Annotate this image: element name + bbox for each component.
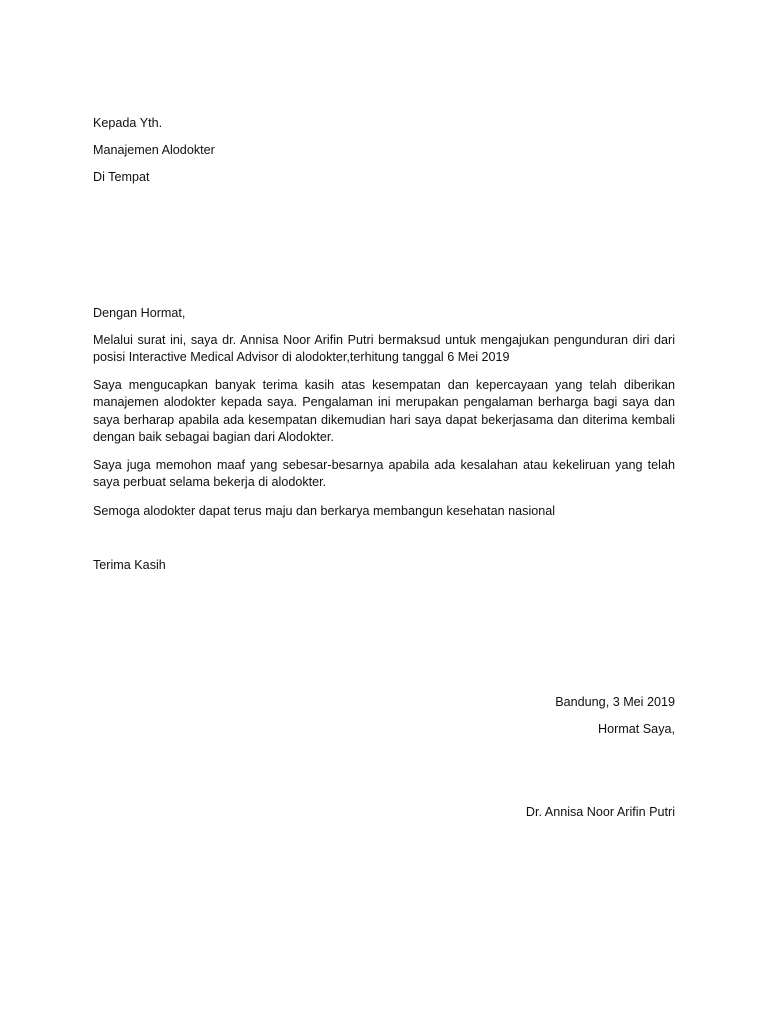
recipient-line-3: Di Tempat: [93, 170, 150, 184]
paragraph-4: Semoga alodokter dapat terus maju dan berkarya membangun kesehatan nasional: [93, 504, 556, 518]
salutation: Dengan Hormat,: [93, 306, 186, 320]
recipient-line-1: Kepada Yth.: [93, 116, 163, 130]
place-date: Bandung, 3 Mei 2019: [555, 695, 675, 709]
signer-name: Dr. Annisa Noor Arifin Putri: [525, 805, 675, 819]
thanks-line: Terima Kasih: [93, 558, 166, 572]
closing-regards: Hormat Saya,: [598, 722, 675, 736]
paragraph-1: Melalui surat ini, saya dr. Annisa Noor Arifin Putri bermaksud untuk mengajukan pengunduran diri dari posisi Interactive Medical Advisor di alodokter,terhitung tanggal 6 Mei 2019: [93, 333, 675, 365]
paragraph-2: Saya mengucapkan banyak terima kasih atas kesempatan dan kepercayaan yang telah diberikan manajemen alodokter kepada saya. Pengalaman ini merupakan pengalaman berharga bagi saya dan saya berharap apabila ada kesempatan dikemudian hari saya dapat bekerjasama dan diterima kembali dengan baik sebagai bagian dari Alodokter.: [93, 378, 675, 444]
recipient-line-2: Manajemen Alodokter: [93, 143, 215, 157]
paragraph-3: Saya juga memohon maaf yang sebesar-besarnya apabila ada kesalahan atau kekeliruan yang telah saya perbuat selama bekerja di alodokter.: [93, 458, 675, 490]
